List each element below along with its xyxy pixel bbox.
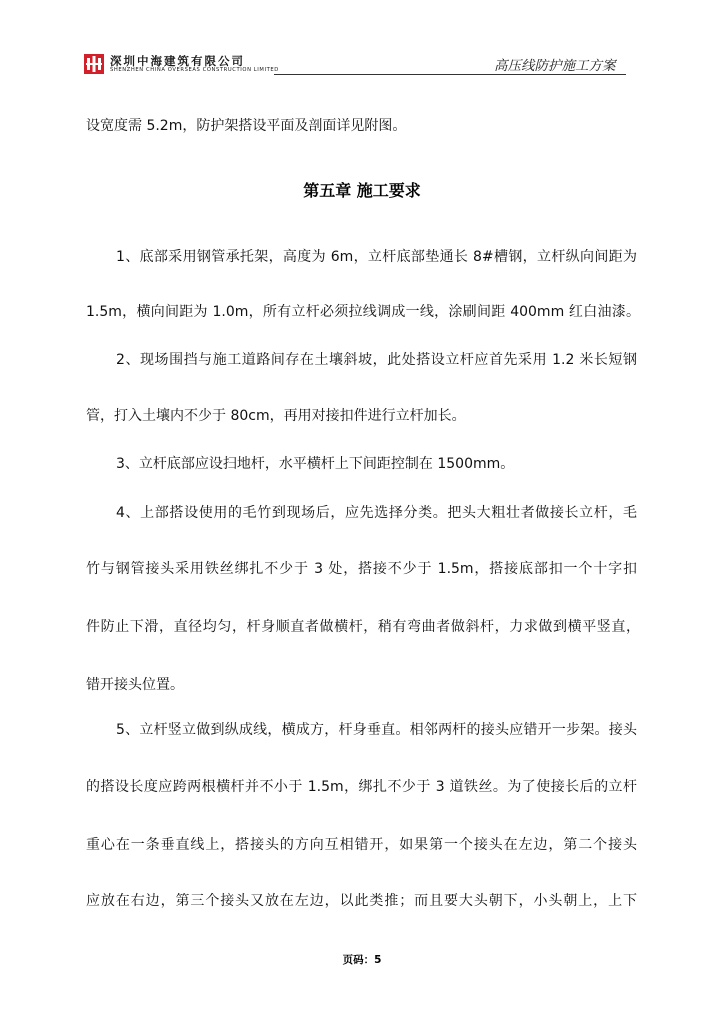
page-number: 页码：5	[342, 954, 382, 966]
item-4-line-4: 错开接头位置。	[86, 677, 184, 693]
item-5-line-3: 重心在一条垂直线上，搭接头的方向互相错开，如果第一个接头在左边，第二个接头	[86, 837, 637, 853]
item-4-line-1: 4、上部搭设使用的毛竹到现场后，应先选择分类。把头大粗壮者做接长立杆，毛	[116, 505, 637, 521]
item-2-line-1: 2、现场围挡与施工道路间存在土壤斜坡，此处搭设立杆应首先采用 1.2 米长短钢	[116, 352, 637, 368]
company-name-cn: 深圳中海建筑有限公司	[110, 54, 245, 68]
item-5-line-1: 5、立杆竖立做到纵成线，横成方，杆身垂直。相邻两杆的接头应错开一步架。接头	[116, 722, 637, 738]
item-2-line-2: 管，打入土壤内不少于 80cm，再用对接扣件进行立杆加长。	[86, 408, 466, 424]
item-5-line-4: 应放在右边，第三个接头又放在左边，以此类推；而且要大头朝下，小头朝上，上下	[86, 893, 637, 909]
item-4-line-2: 竹与钢管接头采用铁丝绑扎不少于 3 处，搭接不少于 1.5m，搭接底部扣一个十字扣	[86, 561, 637, 577]
company-name-en: SHENZHEN CHINA OVERSEAS CONSTRUCTION LIMITED	[110, 67, 279, 73]
chapter-title: 第五章 施工要求	[303, 181, 421, 200]
item-4-line-3: 件防止下滑，直径均匀，杆身顺直者做横杆，稍有弯曲者做斜杆，力求做到横平竖直，	[86, 619, 640, 635]
header-divider	[274, 74, 626, 75]
company-logo-icon	[84, 54, 104, 74]
item-3-line-1: 3、立杆底部应设扫地杆，水平横杆上下间距控制在 1500mm。	[116, 456, 515, 472]
item-1-line-2: 1.5m，横向间距为 1.0m，所有立杆必须拉线调成一线，涂刷间距 400mm 红白油漆。	[86, 304, 640, 320]
page-header	[84, 50, 616, 78]
item-5-line-2: 的搭设长度应跨两根横杆并不小于 1.5m，绑扎不少于 3 道铁丝。为了使接长后的立杆	[86, 779, 637, 795]
document-title: 高压线防护施工方案	[494, 58, 616, 74]
item-1-line-1: 1、底部采用钢管承托架，高度为 6m，立杆底部垫通长 8#槽钢，立杆纵向间距为	[116, 249, 637, 265]
intro-line: 设宽度需 5.2m，防护架搭设平面及剖面详见附图。	[86, 118, 407, 134]
